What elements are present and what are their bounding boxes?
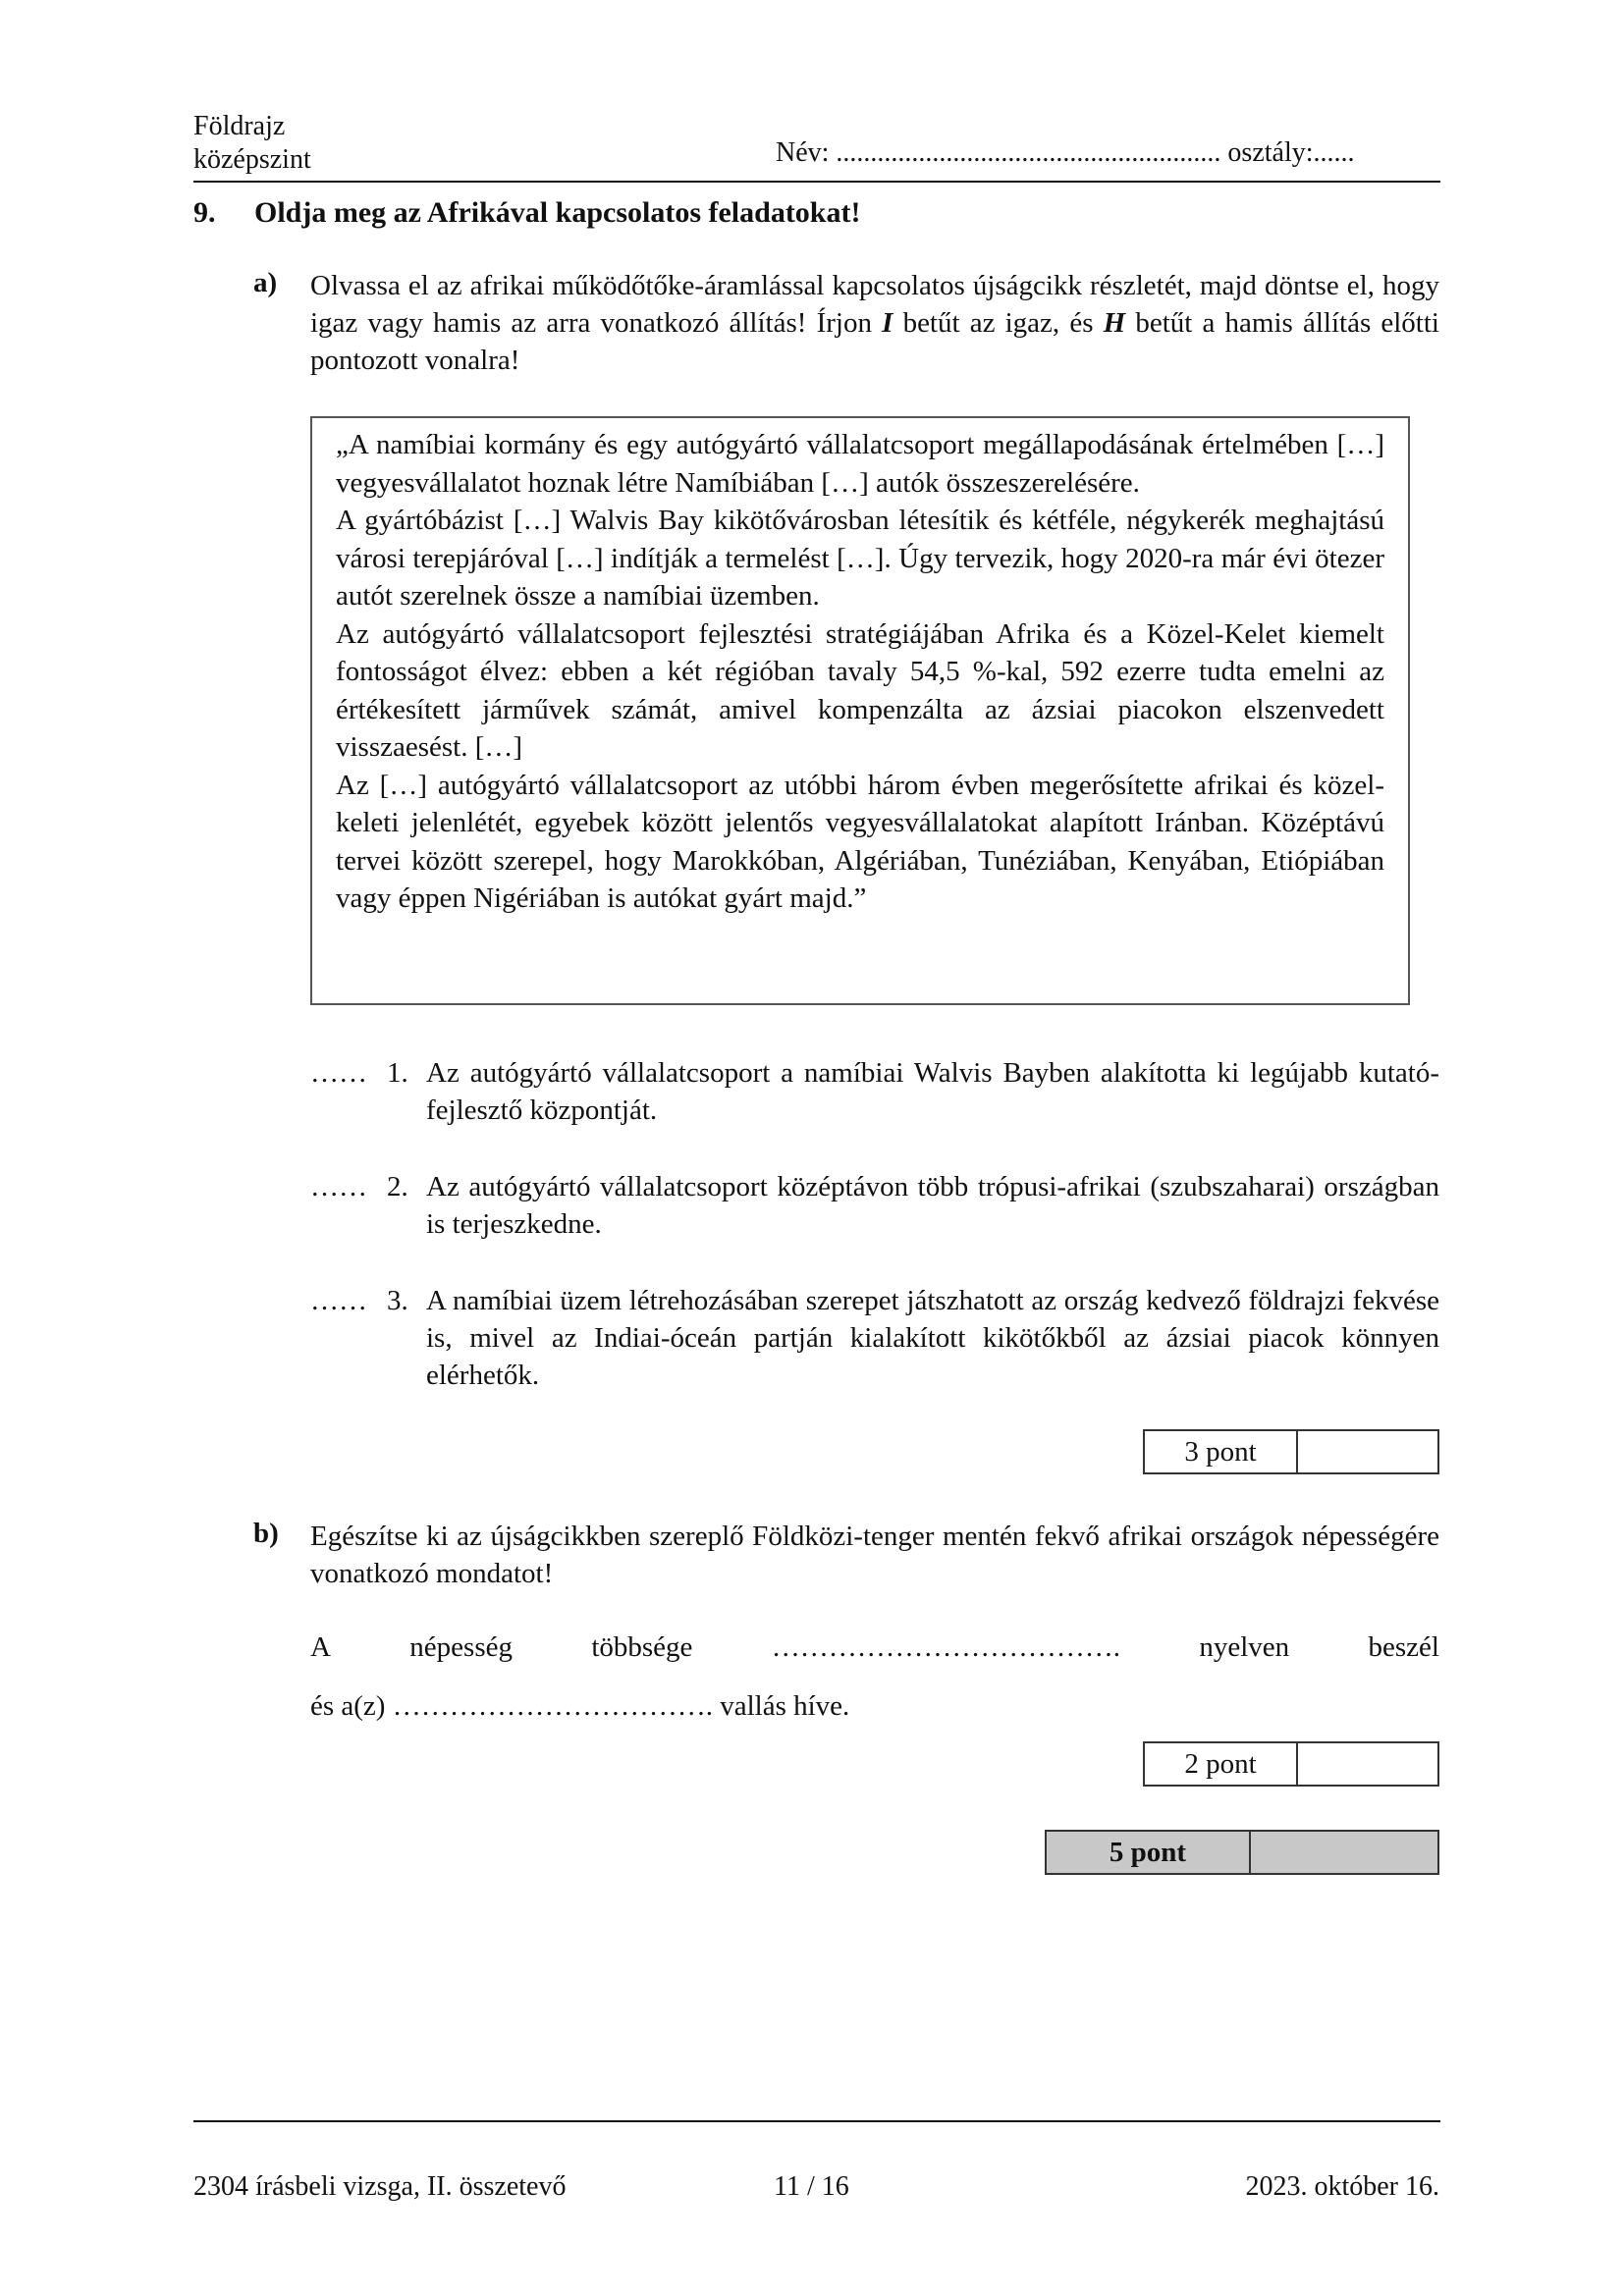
statement-3 — [310, 1282, 1439, 1394]
score-label-b: 2 pont — [1145, 1743, 1298, 1785]
word-2: népesség — [409, 1631, 513, 1663]
word-1: A — [310, 1631, 331, 1663]
instruction-text-3: betűt a hamis állítás előtti pontozott vonalra! — [310, 307, 1439, 376]
total-score-entry[interactable] — [1251, 1832, 1437, 1873]
completion-line-2[interactable]: és a(z) ……………………………. vallás híve. — [310, 1690, 850, 1722]
score-label-a: 3 pont — [1145, 1431, 1298, 1472]
statement-text-1: Az autógyártó vállalatcsoport a namíbiai Walvis Bayben alakította ki legújabb kutató-fejlesztő központját. — [426, 1057, 1439, 1126]
statement-2 — [310, 1168, 1439, 1243]
task-title — [193, 196, 860, 230]
part-a-instruction — [310, 267, 1439, 379]
letter-i: I — [882, 307, 893, 339]
instruction-text-1: Olvassa el az afrikai működőtőke-áramlással kapcsolatos újságcikk részletét, majd döntse el, hogy igaz vagy hamis az arra vonatkozó állítás! Írjon — [310, 270, 1439, 339]
letter-h: H — [1103, 307, 1126, 339]
quote-paragraph-2: A gyártóbázist […] Walvis Bay kikötővárosban létesítik és kétféle, négykerék meghajtású városi terepjáróval […] indítják a termelést […]. Úgy tervezik, hogy 2020-ra már évi ötezer autót szerelnek össze a namíbiai üzemben. — [336, 505, 1384, 612]
quote-paragraph-3: Az autógyártó vállalatcsoport fejlesztési stratégiájában Afrika és a Közel-Kelet kiemelt fontosságot élvez: ebben a két régióban tavaly 54,5 %-kal, 592 ezerre tudta emelni az értékesített járművek számát, amivel kompenzálta az ázsiai piacokon elszenvedett visszaesést. […] — [336, 617, 1384, 763]
statement-1 — [310, 1054, 1439, 1129]
completion-line-1 — [310, 1631, 1439, 1664]
name-class-field: Név: ........................................................ osztály:...... — [776, 137, 1355, 168]
total-score-label: 5 pont — [1047, 1832, 1251, 1873]
score-entry-a[interactable] — [1298, 1431, 1437, 1472]
answer-blank-2[interactable]: …… — [310, 1171, 367, 1202]
footer-date: 2023. október 16. — [1245, 2171, 1439, 2202]
word-6: beszél — [1368, 1631, 1439, 1663]
score-box-b — [1143, 1741, 1439, 1787]
task-number: 9. — [193, 196, 216, 229]
quote-paragraph-4: Az […] autógyártó vállalatcsoport az utóbbi három évben megerősítette afrikai és közel-keleti jelenlétét, egyebek között jelentős vegyesvállalatokat alapított Iránban. Középtávú tervei között szerepel, hogy Marokkóban, Algériában, Tunéziában, Kenyában, Etiópiában vagy éppen Nigériában is autókat gyárt majd.” — [336, 769, 1384, 914]
footer-rule — [193, 2120, 1440, 2122]
word-5: nyelven — [1199, 1631, 1290, 1663]
header-subject — [193, 110, 311, 177]
subject-name: Földrajz — [193, 111, 286, 141]
answer-blank-1[interactable]: …… — [310, 1057, 367, 1089]
score-box-a — [1143, 1429, 1439, 1474]
task-title-text: Oldja meg az Afrikával kapcsolatos feladatokat! — [254, 196, 861, 229]
total-score-box — [1045, 1830, 1439, 1875]
statement-number-1: 1. — [387, 1057, 408, 1089]
statement-number-3: 3. — [387, 1285, 408, 1316]
language-blank[interactable]: ………………………………. — [771, 1631, 1121, 1663]
part-b-label: b) — [253, 1518, 279, 1549]
part-b-instruction: Egészítse ki az újságcikkben szereplő Földközi-tenger mentén fekvő afrikai országok népességére vonatkozó mondatot! — [310, 1521, 1439, 1589]
quote-paragraph-1: „A namíbiai kormány és egy autógyártó vállalatcsoport megállapodásának értelmében […] vegyesvállalatot hoznak létre Namíbiában […] autók összeszerelésére. — [336, 429, 1384, 499]
word-3: többsége — [591, 1631, 693, 1663]
answer-blank-3[interactable]: …… — [310, 1285, 367, 1316]
subject-level: középszint — [193, 144, 311, 175]
statement-number-2: 2. — [387, 1171, 408, 1202]
footer-page-number: 11 / 16 — [774, 2171, 849, 2202]
header-rule — [193, 181, 1440, 183]
article-excerpt-box — [310, 416, 1410, 1005]
instruction-text-2: betűt az igaz, és — [893, 307, 1104, 339]
footer-exam-info: 2304 írásbeli vizsga, II. összetevő — [193, 2171, 567, 2202]
statement-text-3: A namíbiai üzem létrehozásában szerepet játszhatott az ország kedvező földrajzi fekvése is, mivel az Indiai-óceán partján kialakított kikötőkből az ázsiai piacok könnyen elérhetők. — [426, 1285, 1439, 1391]
statement-text-2: Az autógyártó vállalatcsoport középtávon több trópusi-afrikai (szubszaharai) országban is terjeszkedne. — [426, 1171, 1439, 1240]
part-a-label: a) — [253, 267, 278, 298]
score-entry-b[interactable] — [1298, 1743, 1437, 1785]
